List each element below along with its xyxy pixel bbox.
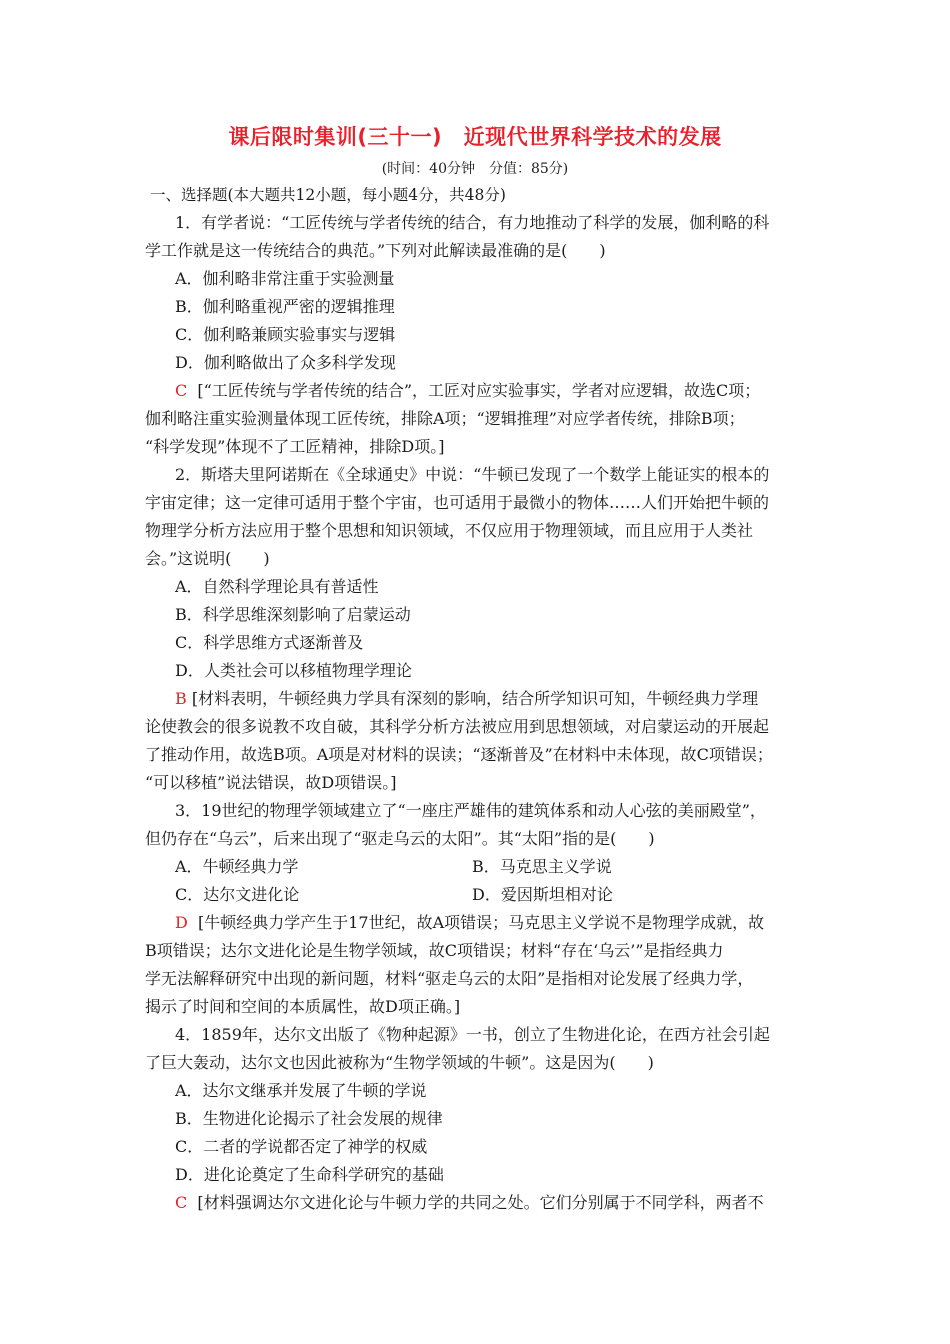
q2-explanation-line: “可以移植”说法错误，故D项错误。]	[145, 773, 397, 792]
q3-explanation-line: [牛顿经典力学产生于17世纪，故A项错误；马克思主义学说不是物理学成就，故	[198, 913, 765, 932]
q4-explanation	[175, 1190, 764, 1213]
q2-answer: B	[175, 689, 187, 708]
q2-explanation-line: 了推动作用，故选B项。A项是对材料的误读；“逐渐普及”在材料中未体现，故C项错误；	[145, 745, 773, 764]
q2-option-d: D．人类社会可以移植物理学理论	[175, 661, 412, 680]
q4-option-a: A．达尔文继承并发展了牛顿的学说	[175, 1081, 427, 1100]
q2-explanation-line: [材料表明，牛顿经典力学具有深刻的影响，结合所学知识可知，牛顿经典力学理	[191, 689, 759, 708]
q2-option-b: B．科学思维深刻影响了启蒙运动	[175, 605, 411, 624]
q2-explanation-line: 论使教会的很多说教不攻自破，其科学分析方法被应用到思想领域，对启蒙运动的开展起	[145, 717, 770, 736]
q1-explanation-line: “科学发现”体现不了工匠精神，排除D项。]	[145, 437, 445, 456]
q2-option-a: A．自然科学理论具有普适性	[175, 577, 379, 596]
q1-stem-line: 1．有学者说：“工匠传统与学者传统的结合，有力地推动了科学的发展，伽利略的科	[175, 213, 770, 232]
exam-meta: (时间：40分钟 分值：85分)	[381, 161, 569, 177]
q3-option-a: A．牛顿经典力学	[175, 857, 299, 876]
q4-stem-line: 4．1859年，达尔文出版了《物种起源》一书，创立了生物进化论，在西方社会引起	[175, 1025, 770, 1044]
q1-option-b: B．伽利略重视严密的逻辑推理	[175, 297, 395, 316]
q2-stem-line: 会。”这说明( )	[145, 549, 270, 568]
q2-stem-line: 宇宙定律；这一定律可适用于整个宇宙，也可适用于最微小的物体……人们开始把牛顿的	[145, 493, 770, 512]
q1-option-a: A．伽利略非常注重于实验测量	[175, 269, 395, 288]
q3-stem-line: 但仍存在“乌云”，后来出现了“驱走乌云的太阳”。其“太阳”指的是( )	[145, 829, 655, 848]
q4-option-b: B．生物进化论揭示了社会发展的规律	[175, 1109, 443, 1128]
q3-option-d: D．爱因斯坦相对论	[472, 885, 613, 904]
page-title: 课后限时集训(三十一) 近现代世界科学技术的发展	[228, 125, 722, 149]
q2-stem-line: 2．斯塔夫里阿诺斯在《全球通史》中说：“牛顿已发现了一个数学上能证实的根本的	[175, 465, 770, 484]
q1-answer: C	[175, 381, 188, 400]
q3-option-c: C．达尔文进化论	[175, 885, 300, 904]
q3-option-b: B．马克思主义学说	[472, 857, 612, 876]
q3-explanation-line: B项错误；达尔文进化论是生物学领域，故C项错误；材料“存在‘乌云’”是指经典力	[145, 941, 724, 960]
q3-stem-line: 3．19世纪的物理学领域建立了“一座庄严雄伟的建筑体系和动人心弦的美丽殿堂”，	[175, 801, 766, 820]
q2-explanation	[175, 686, 758, 709]
q4-explanation-line: [材料强调达尔文进化论与牛顿力学的共同之处。它们分别属于不同学科，两者不	[197, 1193, 764, 1212]
q2-stem-line: 物理学分析方法应用于整个思想和知识领域，不仅应用于物理领域，而且应用于人类社	[145, 521, 754, 540]
q4-stem-line: 了巨大轰动，达尔文也因此被称为“生物学领域的牛顿”。这是因为( )	[145, 1053, 654, 1072]
q4-option-d: D．进化论奠定了生命科学研究的基础	[175, 1165, 444, 1184]
q1-explanation-line: [“工匠传统与学者传统的结合”，工匠对应实验事实，学者对应逻辑，故选C项；	[197, 381, 761, 400]
q4-answer: C	[175, 1193, 188, 1212]
q3-explanation	[175, 910, 764, 933]
q3-explanation-line: 学无法解释研究中出现的新问题，材料“驱走乌云的太阳”是指相对论发展了经典力学，	[145, 969, 754, 988]
q1-explanation-line: 伽利略注重实验测量体现工匠传统，排除A项；“逻辑推理”对应学者传统，排除B项；	[145, 409, 745, 428]
q1-stem-line: 学工作就是这一传统结合的典范。”下列对此解读最准确的是( )	[145, 241, 606, 260]
q4-option-c: C．二者的学说都否定了神学的权威	[175, 1137, 428, 1156]
q1-option-c: C．伽利略兼顾实验事实与逻辑	[175, 325, 396, 344]
section-heading: 一、选择题(本大题共12小题，每小题4分，共48分)	[150, 186, 506, 204]
q3-answer: D	[175, 913, 188, 932]
q2-option-c: C．科学思维方式逐渐普及	[175, 633, 364, 652]
q1-explanation	[175, 378, 760, 401]
q3-explanation-line: 揭示了时间和空间的本质属性，故D项正确。]	[145, 997, 461, 1016]
q1-option-d: D．伽利略做出了众多科学发现	[175, 353, 396, 372]
